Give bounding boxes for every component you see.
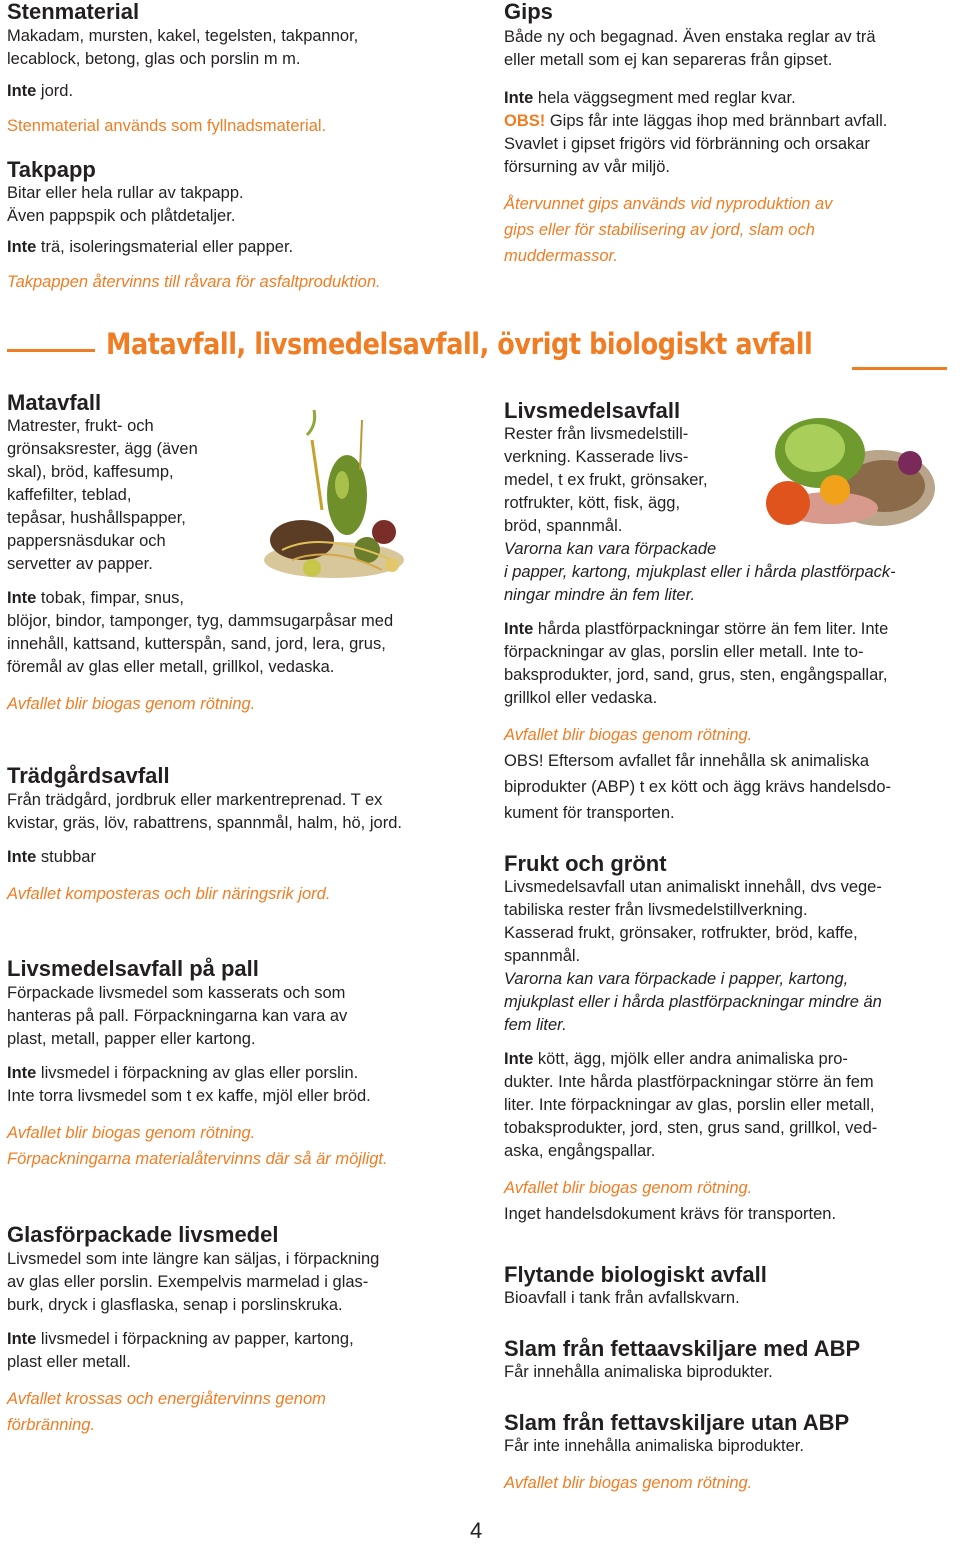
matavfall-line-1: Matrester, frukt- och [7,417,154,435]
frukt-desc-3: Kasserad frukt, grönsaker, rotfrukter, bröd, kaffe, [504,924,858,942]
livsmedel-result: Avfallet blir biogas genom rötning. [504,726,753,744]
slam-med-heading: Slam från fettaavskiljare med ABP [504,1336,861,1361]
not-text: livsmedel i förpackning av papper, kartong, [36,1330,354,1348]
gips-desc-1: Både ny och begagnad. Även enstaka reglar av trä [504,28,876,46]
not-keyword: Inte [7,589,37,607]
frukt-desc-4: spannmål. [504,947,581,965]
glas-desc-3: burk, dryck i glasflaska, senap i porslinskruka. [7,1296,343,1314]
gips-heading: Gips [504,0,553,24]
not-text: stubbar [36,848,96,866]
not-keyword: Inte [7,238,37,256]
matavfall-result: Avfallet blir biogas genom rötning. [7,695,256,713]
pall-desc-3: plast, metall, papper eller kartong. [7,1030,256,1048]
matavfall-not-4: föremål av glas eller metall, grillkol, vedaska. [7,658,335,676]
glas-not-line [7,1328,477,1351]
frukt-section [504,852,960,1226]
section-title: Matavfall, livsmedelsavfall, övrigt biologiskt avfall [106,327,813,361]
livsmedel-obs-3: kument för transporten. [504,804,675,822]
matavfall-line-7: servetter av papper. [7,555,153,573]
matavfall-line-2: grönsaksrester, ägg (även [7,440,198,458]
not-text: hela väggsegment med reglar kvar. [533,89,796,107]
not-text: hårda plastförpackningar större än fem liter. Inte [533,620,889,638]
not-keyword: Inte [504,620,534,638]
takpapp-desc-2: Även pappspik och plåtdetaljer. [7,207,236,225]
frukt-desc-2: tabiliska rester från livsmedelstillverkning. [504,901,808,919]
not-keyword: Inte [7,1064,37,1082]
glas-heading: Glasförpackade livsmedel [7,1222,279,1247]
matavfall-line-3: skal), bröd, kaffesump, [7,463,174,481]
matavfall-line-5: tepåsar, hushållspapper, [7,509,186,527]
gips-result-2: gips eller för stabilisering av jord, slam och [504,221,815,239]
gips-section [504,0,954,268]
frukt-desc-1: Livsmedelsavfall utan animaliskt innehåll, dvs vege- [504,878,882,896]
matavfall-line-4: kaffefilter, teblad, [7,486,132,504]
takpapp-desc-1: Bitar eller hela rullar av takpapp. [7,184,244,202]
livsmedel-heading: Livsmedelsavfall [504,398,681,423]
slam-med-section [504,1337,960,1384]
tradgard-section [7,764,477,906]
pall-not-line [7,1062,477,1085]
livsmedel-italic-2: i papper, kartong, mjukplast eller i hårda plastförpack- [504,563,896,581]
livsmedel-line-5: bröd, spannmål. [504,517,623,535]
gips-result-1: Återvunnet gips används vid nyproduktion av [504,195,833,213]
slam-utan-heading: Slam från fettavskiljare utan ABP [504,1410,850,1435]
frukt-italic-3: fem liter. [504,1016,567,1034]
frukt-not-line [504,1048,960,1071]
livsmedel-line-1: Rester från livsmedelstill- [504,425,689,443]
gips-result-3: muddermassor. [504,247,619,265]
not-keyword: Inte [504,1050,534,1068]
not-keyword: Inte [7,848,37,866]
pall-desc-1: Förpackade livsmedel som kasserats och som [7,984,346,1002]
not-text: kött, ägg, mjölk eller andra animaliska pro- [533,1050,848,1068]
obs-text: Gips får inte läggas ihop med brännbart avfall. [545,112,888,130]
stenmaterial-result: Stenmaterial används som fyllnadsmaterial. [7,117,327,135]
glas-result-2: förbränning. [7,1416,96,1434]
pall-result-2: Förpackningarna materialåtervinns där så är möjligt. [7,1150,388,1168]
frukt-result: Avfallet blir biogas genom rötning. [504,1179,753,1197]
gips-obs-line [504,110,954,133]
tradgard-desc-1: Från trädgård, jordbruk eller markentreprenad. T ex [7,791,383,809]
frukt-not-5: aska, engångspallar. [504,1142,656,1160]
pall-result-1: Avfallet blir biogas genom rötning. [7,1124,256,1142]
slam-utan-desc: Får inte innehålla animaliska biprodukter. [504,1437,804,1455]
gips-desc-2: eller metall som ej kan separeras från gipset. [504,51,833,69]
stenmaterial-desc-1: Makadam, mursten, kakel, tegelsten, takpannor, [7,27,359,45]
glas-desc-2: av glas eller porslin. Exempelvis marmelad i glas- [7,1273,369,1291]
frukt-heading: Frukt och grönt [504,851,667,876]
matavfall-not-3: innehåll, kattsand, kutterspån, sand, jord, lera, grus, [7,635,386,653]
not-keyword: Inte [504,89,534,107]
page-number: 4 [470,1518,483,1543]
groceries-illustration [760,408,948,536]
frukt-italic-2: mjukplast eller i hårda plastförpackningar mindre än [504,993,882,1011]
glas-section [7,1223,477,1437]
flytande-heading: Flytande biologiskt avfall [504,1262,767,1287]
takpapp-section [7,158,477,294]
slam-utan-result: Avfallet blir biogas genom rötning. [504,1474,753,1492]
obs-keyword: OBS! [504,112,546,130]
stenmaterial-not-line [7,80,477,103]
stenmaterial-desc-2: lecablock, betong, glas och porslin m m. [7,50,301,68]
slam-med-desc: Får innehålla animaliska biprodukter. [504,1363,773,1381]
glas-result-1: Avfallet krossas och energiåtervinns genom [7,1390,326,1408]
gips-obs-2: Svavlet i gipset frigörs vid förbränning och orsakar [504,135,870,153]
not-text: tobak, fimpar, snus, [36,589,184,607]
glas-not-2: plast eller metall. [7,1353,131,1371]
matavfall-not-line [7,587,477,610]
not-text: livsmedel i förpackning av glas eller porslin. [36,1064,359,1082]
frukt-not-2: dukter. Inte hårda plastförpackningar större än fem [504,1073,874,1091]
livsmedel-not-line [504,618,960,641]
takpapp-not-line [7,236,477,259]
not-text: trä, isoleringsmaterial eller papper. [36,238,294,256]
livsmedel-not-4: grillkol eller vedaska. [504,689,658,707]
livsmedel-italic-1: Varorna kan vara förpackade [504,540,717,558]
title-rule-right [852,367,947,370]
matavfall-line-6: pappersnäsdukar och [7,532,166,550]
gips-obs-3: försurning av vår miljö. [504,158,670,176]
takpapp-heading: Takpapp [7,157,96,182]
matavfall-heading: Matavfall [7,390,102,415]
tradgard-not-line [7,846,477,869]
frukt-note: Inget handelsdokument krävs för transporten. [504,1205,837,1223]
tradgard-desc-2: kvistar, gräs, löv, rabattrens, spannmål, halm, hö, jord. [7,814,402,832]
slam-utan-section [504,1411,960,1495]
pall-heading: Livsmedelsavfall på pall [7,956,259,981]
not-keyword: Inte [7,82,37,100]
livsmedel-not-3: baksprodukter, jord, sand, grus, sten, engångspallar, [504,666,888,684]
tradgard-result: Avfallet komposteras och blir näringsrik jord. [7,885,331,903]
flytande-section [504,1263,960,1310]
title-rule-left [7,349,95,352]
matavfall-not-2: blöjor, bindor, tamponger, tyg, dammsugarpåsar med [7,612,394,630]
stenmaterial-section [7,0,477,138]
pall-not-2: Inte torra livsmedel som t ex kaffe, mjöl eller bröd. [7,1087,371,1105]
pall-desc-2: hanteras på pall. Förpackningarna kan vara av [7,1007,348,1025]
takpapp-result: Takpappen återvinns till råvara för asfaltproduktion. [7,273,381,291]
not-text: jord. [36,82,74,100]
food-waste-illustration [262,400,412,590]
livsmedel-obs-2: biprodukter (ABP) t ex kött och ägg krävs handelsdo- [504,778,892,796]
livsmedel-not-2: förpackningar av glas, porslin eller metall. Inte to- [504,643,864,661]
stenmaterial-heading: Stenmaterial [7,0,140,24]
gips-not-line [504,87,954,110]
livsmedel-line-2: verkning. Kasserade livs- [504,448,689,466]
glas-desc-1: Livsmedel som inte längre kan säljas, i förpackning [7,1250,380,1268]
pall-section [7,957,477,1171]
frukt-not-3: liter. Inte förpackningar av glas, porslin eller metall, [504,1096,875,1114]
not-keyword: Inte [7,1330,37,1348]
tradgard-heading: Trädgårdsavfall [7,763,170,788]
livsmedel-italic-3: ningar mindre än fem liter. [504,586,696,604]
livsmedel-line-4: rotfrukter, kött, fisk, ägg, [504,494,681,512]
flytande-desc: Bioavfall i tank från avfallskvarn. [504,1289,740,1307]
livsmedel-line-3: medel, t ex frukt, grönsaker, [504,471,708,489]
frukt-not-4: tobaksprodukter, jord, sten, grus sand, grillkol, ved- [504,1119,878,1137]
livsmedel-obs-1: OBS! Eftersom avfallet får innehålla sk animaliska [504,752,869,770]
frukt-italic-1: Varorna kan vara förpackade i papper, kartong, [504,970,849,988]
